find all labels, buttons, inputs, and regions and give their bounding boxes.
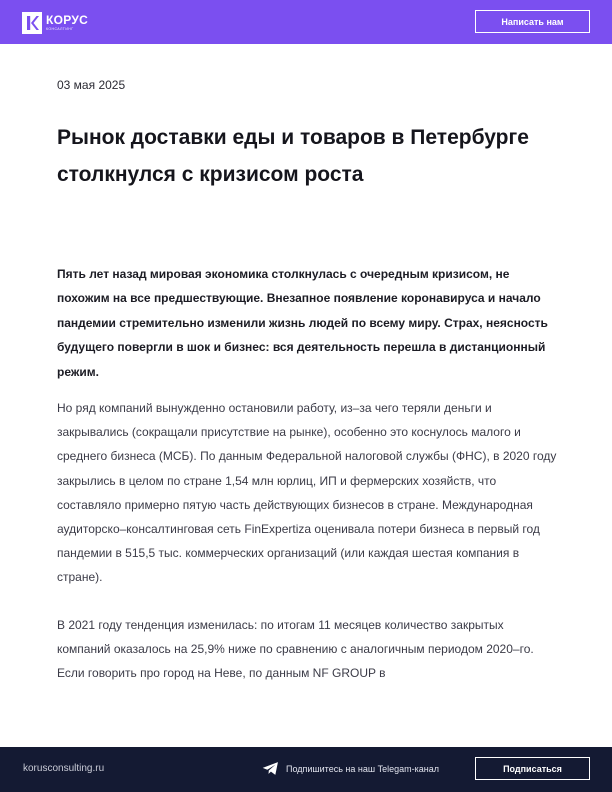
footer-bar	[0, 747, 612, 792]
article-lead: Пять лет назад мировая экономика столкнулась с очередным кризисом, не похожим на все предшествующие. Внезапное появление коронавируса и начало пандемии стремительно изменили жизнь людей по всему миру. Страх, неясность будущего повергли в шок и бизнес: вся деятельность перешла в дистанционный режим.	[57, 267, 548, 379]
site-link[interactable]: korusconsulting.ru	[23, 763, 105, 774]
subscribe-button[interactable]: Подписаться	[475, 757, 590, 780]
logo-text	[46, 14, 88, 32]
telegram-link[interactable]: Подпишитесь на наш Telegam-канал	[286, 764, 439, 774]
telegram-icon[interactable]	[262, 761, 279, 776]
logo-subtitle: КОНСАЛТИНГ	[46, 27, 74, 32]
logo-word: КОРУС	[46, 13, 89, 28]
article-title: Рынок доставки еды и товаров в Петербурге столкнулся с кризисом роста	[57, 126, 529, 186]
top-header	[0, 0, 612, 44]
korus-logo[interactable]	[22, 11, 96, 35]
korus-logo-icon	[22, 12, 42, 34]
article-paragraph: В 2021 году тенденция изменилась: по итогам 11 месяцев количество закрытых компаний оказалось на 25,9% ниже по сравнению с аналогичным периодом 2020–го. Если говорить про город на Неве, по данным NF GROUP в	[57, 618, 534, 681]
write-us-button[interactable]: Написать нам	[475, 10, 590, 33]
article-date: 03 мая 2025	[57, 78, 126, 92]
article-paragraph: Но ряд компаний вынужденно остановили работу, из–за чего теряли деньги и закрывались (сокращали присутствие на рынке), особенно это коснулось малого и среднего бизнеса (МСБ). По данным Федеральной налоговой службы (ФНС), в 2020 году закрылись в целом по стране 1,54 млн юрлиц, ИП и фермерских хозяйств, что составляло примерно пятую часть действующих бизнесов в стране. Международная аудиторско–консалтинговая сеть FinExpertiza оценивала потери бизнеса в первый год пандемии в 515,5 тыс. коммерческих организаций (или каждая шестая компания в стране).	[57, 401, 557, 585]
